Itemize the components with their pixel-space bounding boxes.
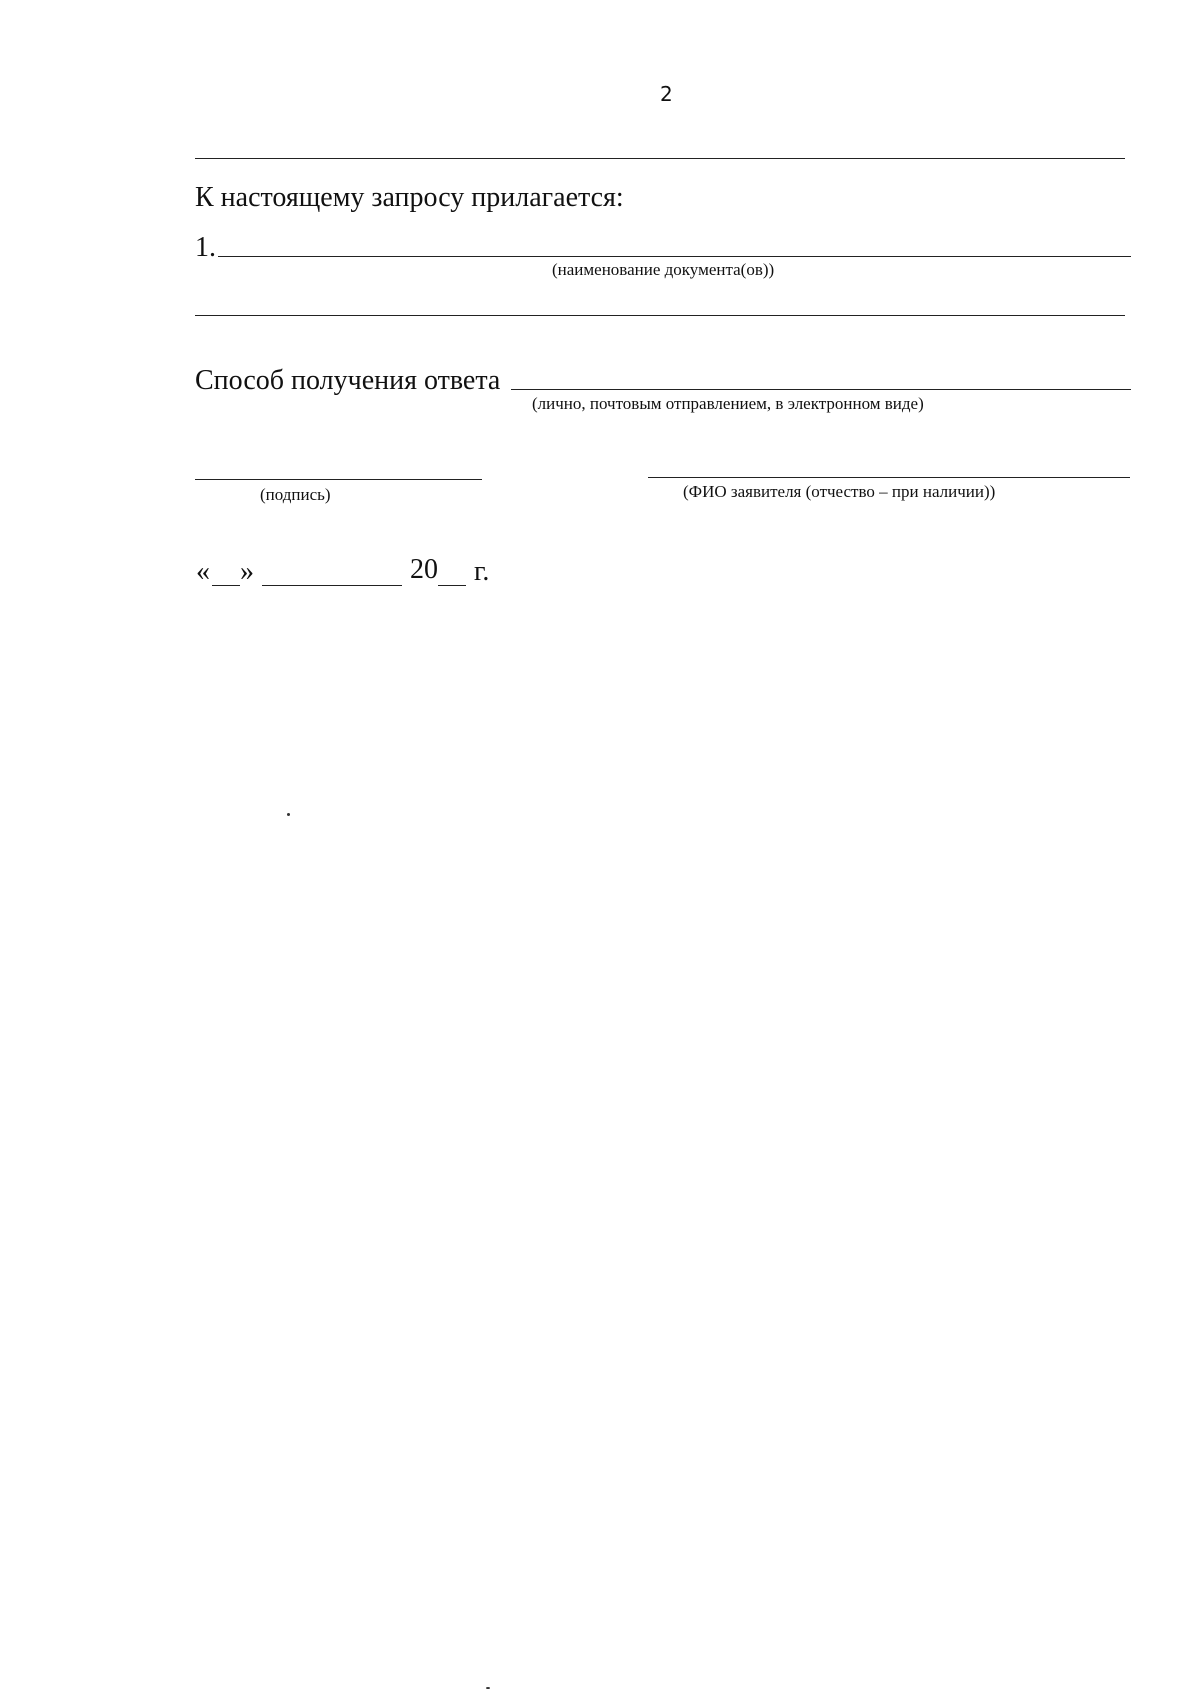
signature-line[interactable] <box>195 479 482 480</box>
date-year-prefix: 20 <box>410 554 438 585</box>
date-year-suffix: г. <box>474 556 490 587</box>
scan-speck <box>486 1687 490 1689</box>
signature-caption: (подпись) <box>260 485 331 504</box>
page-number: 2 <box>660 82 673 106</box>
date-year-line[interactable] <box>438 585 466 586</box>
attachment-item-number: 1. <box>195 232 216 263</box>
attachment-item-line[interactable] <box>218 256 1131 257</box>
response-method-line[interactable] <box>511 389 1131 390</box>
scan-speck <box>287 813 290 816</box>
attachments-heading: К настоящему запросу прилагается: <box>195 182 624 213</box>
attachment-item-caption: (наименование документа(ов)) <box>552 260 775 279</box>
top-blank-line[interactable] <box>195 158 1125 159</box>
date-month-line[interactable] <box>262 585 402 586</box>
attachment-continuation-line[interactable] <box>195 315 1125 316</box>
date-close-quote: » <box>240 556 254 587</box>
response-method-label: Способ получения ответа <box>195 365 501 396</box>
date-open-quote: « <box>196 556 210 587</box>
applicant-name-caption: (ФИО заявителя (отчество – при наличии)) <box>683 482 996 501</box>
applicant-name-line[interactable] <box>648 477 1130 478</box>
response-method-caption: (лично, почтовым отправлением, в электронном виде) <box>532 394 924 413</box>
date-day-line[interactable] <box>212 585 240 586</box>
